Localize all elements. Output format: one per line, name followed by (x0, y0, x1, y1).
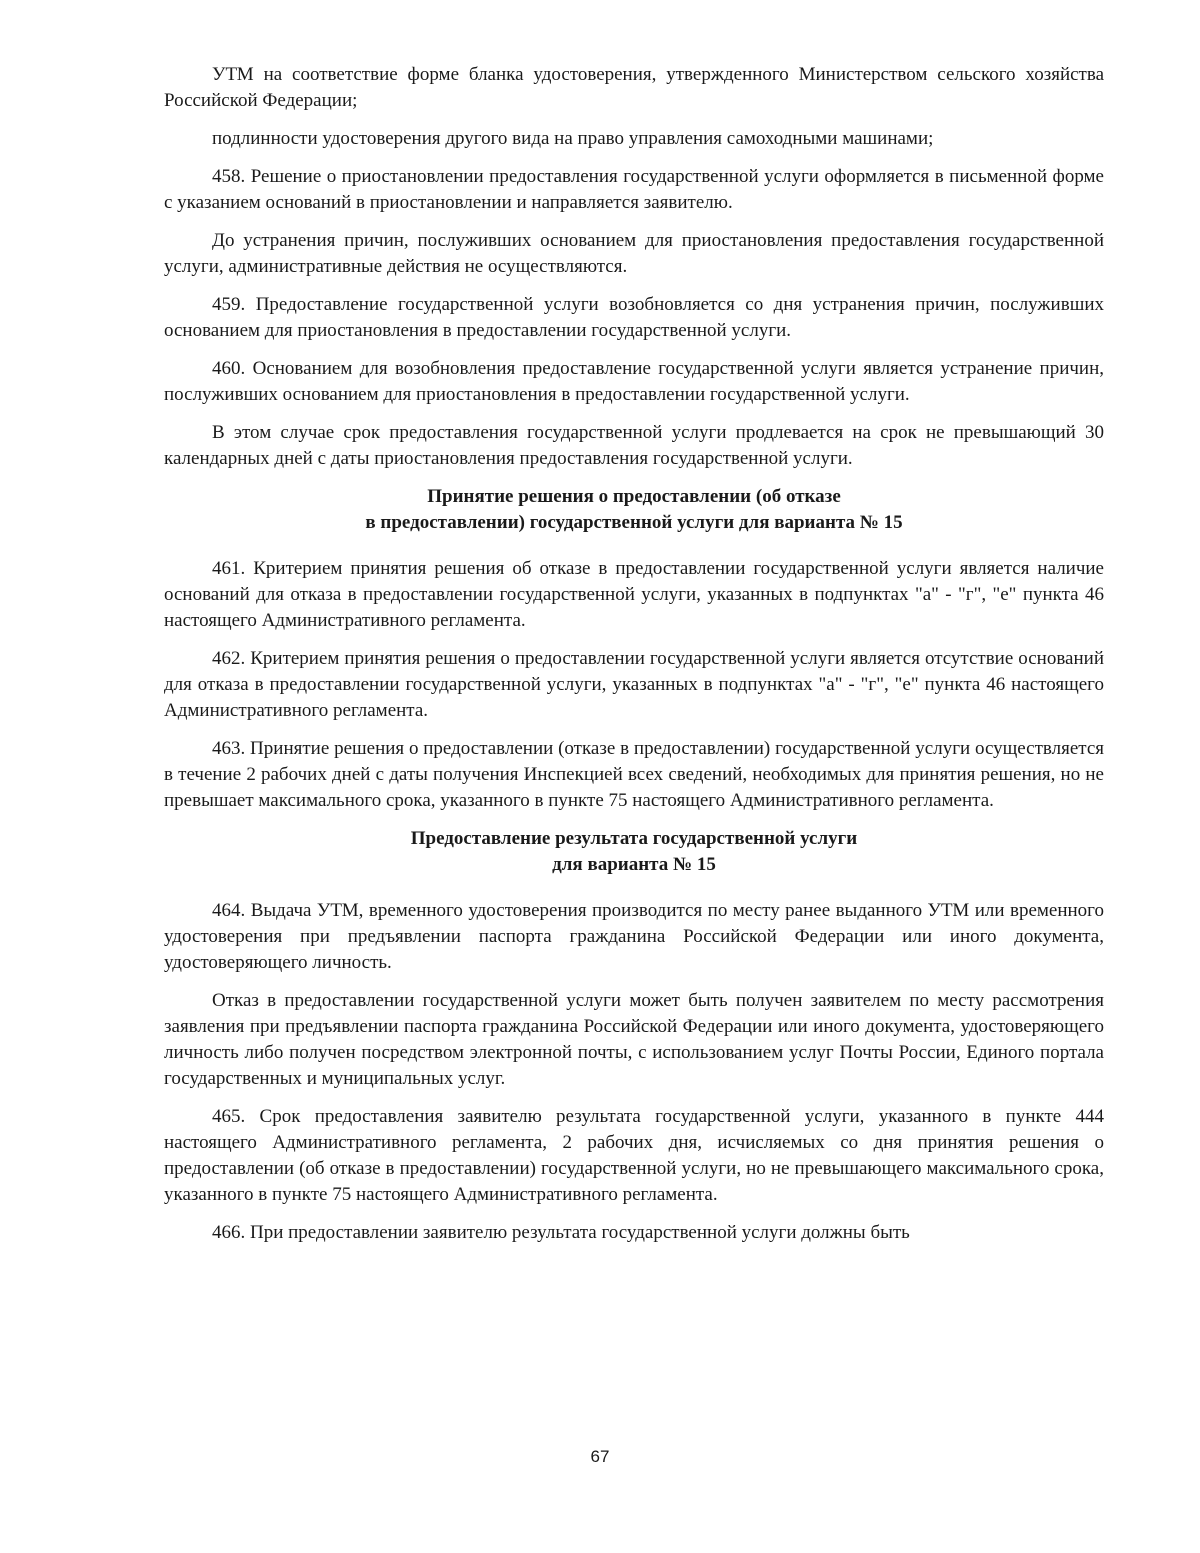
paragraph-458: 458. Решение о приостановлении предоставления государственной услуги оформляется в письменной форме с указанием оснований в приостановлении и направляется заявителю. (164, 166, 1104, 213)
paragraph-465: 465. Срок предоставления заявителю результата государственной услуги, указанного в пункте 444 настоящего Административного регламента, 2 рабочих дня, исчисляемых со дня принятия решения о предоставлении (об отказе в предоставлении) государственной услуги, но не превышающего максимального срока, указанного в пункте 75 настоящего Административного регламента. (164, 1106, 1104, 1205)
page-number: 67 (590, 1447, 610, 1466)
paragraph-463: 463. Принятие решения о предоставлении (отказе в предоставлении) государственной услуги осуществляется в течение 2 рабочих дней с даты получения Инспекцией всех сведений, необходимых для принятия решения, но не превышает максимального срока, указанного в пункте 75 настоящего Административного регламента. (164, 738, 1104, 811)
section-heading-line: Предоставление результата государственной услуги (410, 828, 858, 849)
paragraph: В этом случае срок предоставления государственной услуги продлевается на срок не превышающий 30 календарных дней с даты приостановления предоставления государственной услуги. (164, 422, 1104, 469)
paragraph: УТМ на соответствие форме бланка удостоверения, утвержденного Министерством сельского хозяйства Российской Федерации; (164, 64, 1104, 111)
paragraph-460: 460. Основанием для возобновления предоставление государственной услуги является устранение причин, послуживших основанием для приостановления в предоставлении государственной услуги. (164, 358, 1104, 405)
section-heading-line: в предоставлении) государственной услуги для варианта № 15 (365, 512, 903, 533)
paragraph-462: 462. Критерием принятия решения о предоставлении государственной услуги является отсутствие оснований для отказа в предоставлении государственной услуги, указанных в подпунктах "а" - "г", "е" пункта 46 настоящего Административного регламента. (164, 648, 1104, 721)
paragraph: Отказ в предоставлении государственной услуги может быть получен заявителем по месту рассмотрения заявления при предъявлении паспорта гражданина Российской Федерации или иного документа, удостоверяющего личность либо получен посредством электронной почты, с использованием услуг Почты России, Единого портала государственных и муниципальных услуг. (164, 990, 1104, 1089)
paragraph: До устранения причин, послуживших основанием для приостановления предоставления государственной услуги, административные действия не осуществляются. (164, 230, 1104, 277)
paragraph: подлинности удостоверения другого вида на право управления самоходными машинами; (212, 128, 934, 149)
paragraph-461: 461. Критерием принятия решения об отказе в предоставлении государственной услуги является наличие оснований для отказа в предоставлении государственной услуги, указанных в подпунктах "а" - "г", "е" пункта 46 настоящего Административного регламента. (164, 558, 1104, 631)
paragraph-464: 464. Выдача УТМ, временного удостоверения производится по месту ранее выданного УТМ или временного удостоверения при предъявлении паспорта гражданина Российской Федерации или иного документа, удостоверяющего личность. (164, 900, 1104, 973)
section-heading-line: для варианта № 15 (552, 854, 716, 875)
section-heading-result (164, 826, 1104, 878)
document-body (164, 62, 1104, 1258)
section-heading-decision (164, 484, 1104, 536)
section-heading-line: Принятие решения о предоставлении (об отказе (427, 486, 841, 507)
paragraph-459: 459. Предоставление государственной услуги возобновляется со дня устранения причин, послуживших основанием для приостановления в предоставлении государственной услуги. (164, 294, 1104, 341)
paragraph-466: 466. При предоставлении заявителю результата государственной услуги должны быть (212, 1222, 910, 1243)
